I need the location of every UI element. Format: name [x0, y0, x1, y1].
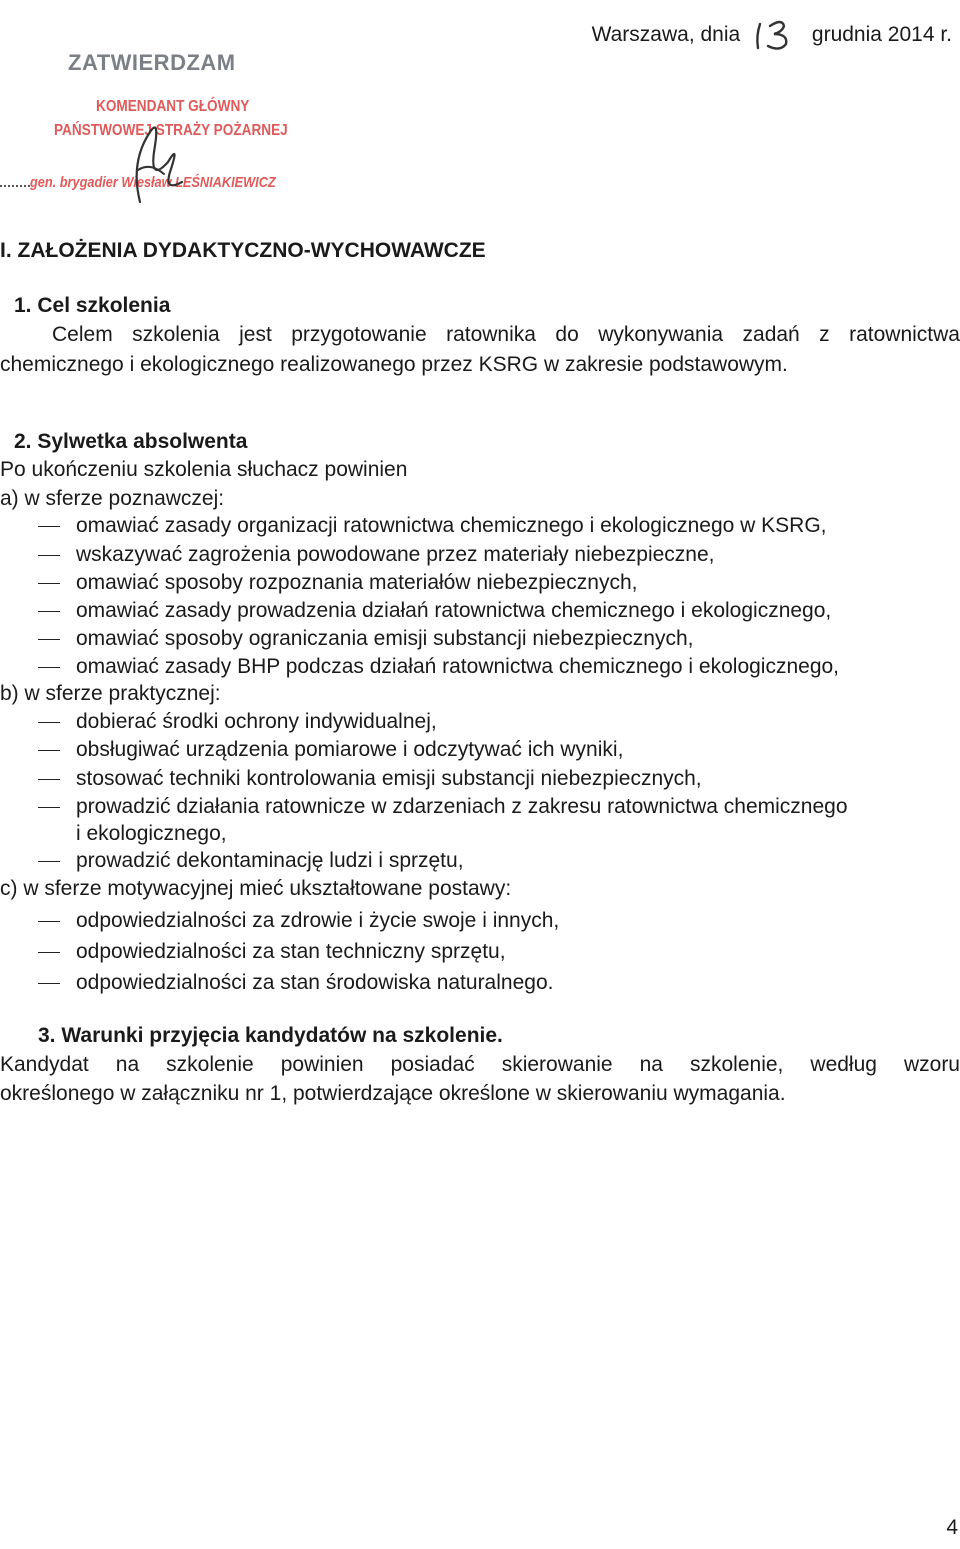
list-item-text: obsługiwać urządzenia pomiarowe i odczytywać ich wyniki, [76, 738, 624, 761]
list-item-text: i ekologicznego, [76, 822, 227, 845]
list-item-text: dobierać środki ochrony indywidualnej, [76, 710, 437, 733]
s2-c-label: c) w sferze motywacyjnej mieć ukształtowane postawy: [0, 877, 512, 900]
dash-bullet [38, 583, 60, 584]
date-prefix: Warszawa, dnia [591, 23, 741, 46]
s1-heading: 1. Cel szkolenia [14, 294, 171, 317]
list-item [0, 707, 960, 737]
list-item-text: omawiać sposoby rozpoznania materiałów niebezpiecznych, [76, 571, 638, 594]
stamp-line-1: KOMENDANT GŁÓWNY [96, 98, 250, 115]
list-item-text: odpowiedzialności za stan środowiska naturalnego. [76, 971, 554, 994]
s2-a-label: a) w sferze poznawczej: [0, 487, 225, 510]
s3-heading: 3. Warunki przyjęcia kandydatów na szkolenie. [38, 1024, 503, 1047]
list-item-text: odpowiedzialności za zdrowie i życie swoje i innych, [76, 909, 560, 932]
dash-bullet [38, 921, 60, 922]
list-item [0, 511, 960, 541]
list-item-text: stosować techniki kontrolowania emisji substancji niebezpiecznych, [76, 767, 702, 790]
list-item-text: omawiać sposoby ograniczania emisji substancji niebezpiecznych, [76, 627, 694, 650]
s3-para-line-2: określonego w załączniku nr 1, potwierdzające określone w skierowaniu wymagania. [0, 1082, 786, 1105]
list-item [0, 906, 960, 936]
dash-bullet [38, 722, 60, 723]
list-item [0, 937, 960, 967]
dash-bullet [38, 952, 60, 953]
list-item [0, 846, 960, 876]
s1-para-line-1: Celem szkolenia jest przygotowanie ratownika do wykonywania zadań z ratownictwa [52, 323, 960, 346]
s1-para-line-2: chemicznego i ekologicznego realizowanego przez KSRG w zakresie podstawowym. [0, 353, 788, 376]
list-item-text: odpowiedzialności za stan techniczny sprzętu, [76, 940, 506, 963]
s2-intro: Po ukończeniu szkolenia słuchacz powinien [0, 458, 408, 481]
dash-bullet [38, 611, 60, 612]
list-item-text: wskazywać zagrożenia powodowane przez materiały niebezpieczne, [76, 543, 715, 566]
dash-bullet [38, 555, 60, 556]
dash-bullet [38, 807, 60, 808]
dash-bullet [38, 750, 60, 751]
list-item-text: prowadzić działania ratownicze w zdarzeniach z zakresu ratownictwa chemicznego [76, 795, 848, 818]
list-item-text: prowadzić dekontaminację ludzi i sprzętu, [76, 849, 464, 872]
stamp-line-3: gen. brygadier Wiesław LEŚNIAKIEWICZ [30, 174, 276, 191]
list-item-continuation [0, 819, 960, 849]
list-item [0, 568, 960, 598]
list-item-text: omawiać zasady prowadzenia działań ratownictwa chemicznego i ekologicznego, [76, 599, 832, 622]
dash-bullet [38, 983, 60, 984]
handwritten-signature [120, 102, 200, 212]
s3-para-line-1: Kandydat na szkolenie powinien posiadać skierowanie na szkolenie, według wzoru [0, 1053, 960, 1076]
dash-bullet [38, 779, 60, 780]
dash-bullet [38, 861, 60, 862]
stamp-dotted-line [0, 185, 30, 187]
list-item [0, 792, 960, 822]
approval-stamp [0, 40, 340, 215]
list-item [0, 624, 960, 654]
list-item [0, 968, 960, 998]
dash-bullet [38, 667, 60, 668]
date-line [592, 18, 952, 52]
stamp-line-2: PAŃSTWOWEJ STRAŻY POŻARNEJ [54, 122, 288, 139]
dash-bullet [38, 639, 60, 640]
page-number: 4 [946, 1516, 958, 1539]
stamp-title: ZATWIERDZAM [68, 50, 236, 75]
s2-b-label: b) w sferze praktycznej: [0, 682, 221, 705]
section-heading: I. ZAŁOŻENIA DYDAKTYCZNO-WYCHOWAWCZE [0, 239, 486, 262]
list-item [0, 652, 960, 682]
handwritten-day-signature [746, 18, 806, 52]
list-item [0, 596, 960, 626]
list-item-text: omawiać zasady BHP podczas działań ratownictwa chemicznego i ekologicznego, [76, 655, 840, 678]
list-item-text: omawiać zasady organizacji ratownictwa chemicznego i ekologicznego w KSRG, [76, 514, 827, 537]
list-item [0, 764, 960, 794]
date-suffix: grudnia 2014 r. [811, 23, 952, 46]
list-item [0, 735, 960, 765]
list-item [0, 540, 960, 570]
s2-heading: 2. Sylwetka absolwenta [14, 430, 248, 453]
dash-bullet [38, 526, 60, 527]
